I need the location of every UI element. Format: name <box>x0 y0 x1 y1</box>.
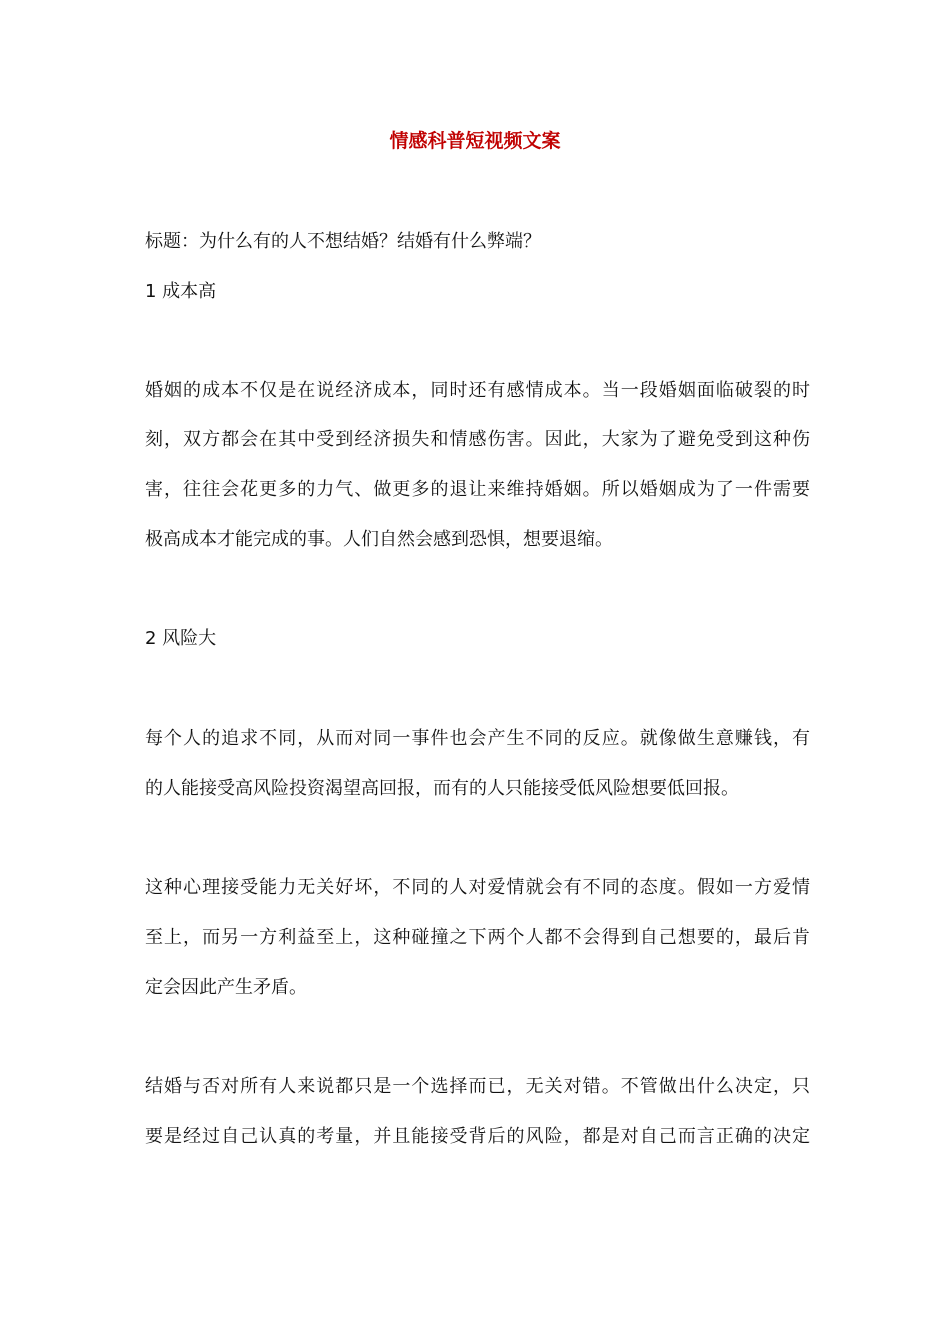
section-1-paragraph-line: 害，往往会花更多的力气、做更多的退让来维持婚姻。所以婚姻成为了一件需要 <box>145 479 810 500</box>
section-1-paragraph-line: 婚姻的成本不仅是在说经济成本，同时还有感情成本。当一段婚姻面临破裂的时 <box>145 380 810 401</box>
article-heading: 标题：为什么有的人不想结婚？结婚有什么弊端？ <box>145 231 541 252</box>
section-2-paragraph-1-line: 的人能接受高风险投资渴望高回报，而有的人只能接受低风险想要低回报。 <box>145 778 739 799</box>
section-2-label: 2 风险大 <box>145 628 217 649</box>
section-2-paragraph-3-line: 要是经过自己认真的考量，并且能接受背后的风险，都是对自己而言正确的决定 <box>145 1126 810 1147</box>
section-2-paragraph-2-line: 定会因此产生矛盾。 <box>145 977 307 998</box>
section-2-paragraph-2-line: 至上，而另一方利益至上，这种碰撞之下两个人都不会得到自己想要的，最后肯 <box>145 927 810 948</box>
section-2-paragraph-2-line: 这种心理接受能力无关好坏，不同的人对爱情就会有不同的态度。假如一方爱情 <box>145 877 810 898</box>
section-1-paragraph-line: 极高成本才能完成的事。人们自然会感到恐惧，想要退缩。 <box>145 529 613 550</box>
document-title: 情感科普短视频文案 <box>389 130 561 152</box>
section-2-paragraph-1-line: 每个人的追求不同，从而对同一事件也会产生不同的反应。就像做生意赚钱，有 <box>145 728 810 749</box>
section-1-label: 1 成本高 <box>145 281 217 302</box>
section-1-paragraph-line: 刻，双方都会在其中受到经济损失和情感伤害。因此，大家为了避免受到这种伤 <box>145 429 810 450</box>
section-2-paragraph-3-line: 结婚与否对所有人来说都只是一个选择而已，无关对错。不管做出什么决定，只 <box>145 1076 810 1097</box>
